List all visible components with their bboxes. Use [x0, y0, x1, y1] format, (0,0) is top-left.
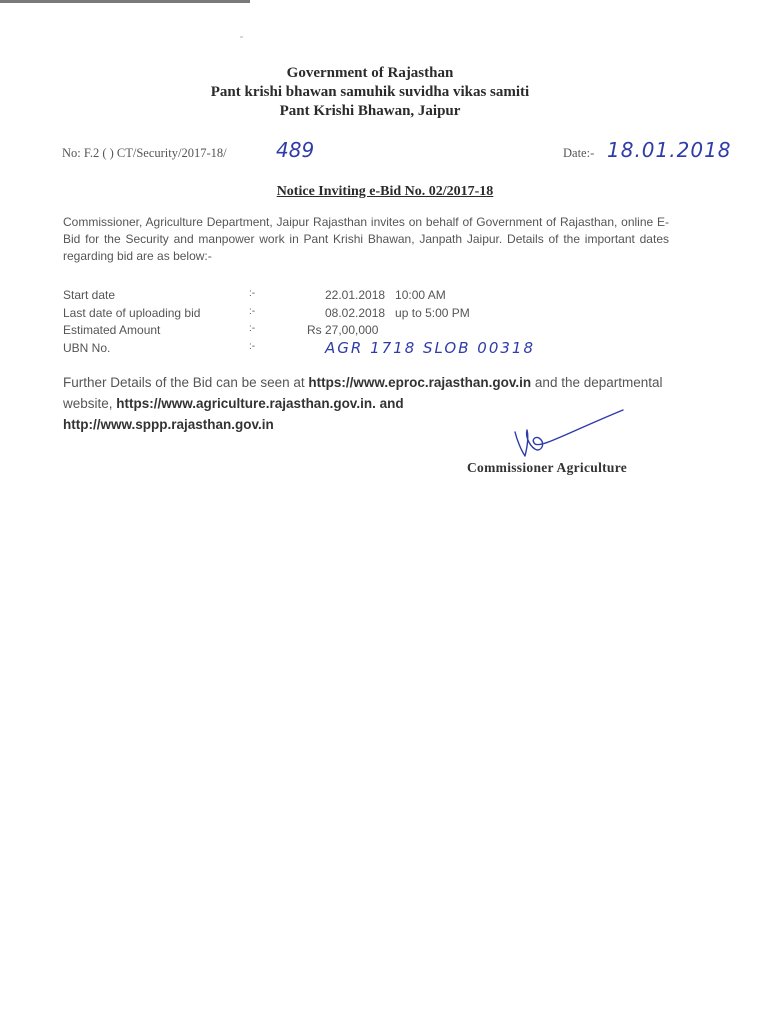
- handwritten-signature: [505, 404, 635, 464]
- detail-separator: :-: [249, 288, 256, 299]
- detail-row-ubn: [63, 338, 563, 359]
- eproc-link[interactable]: https://www.eproc.rajasthan.gov.in: [308, 375, 532, 390]
- detail-label: UBN No.: [63, 340, 111, 355]
- header-government: Government of Rajasthan: [286, 65, 454, 81]
- reference-number: 489: [276, 138, 315, 162]
- further-text: and: [375, 396, 404, 411]
- detail-value: 22.01.2018 10:00 AM: [325, 288, 446, 302]
- bid-details: [63, 288, 563, 358]
- notice-title: Notice Inviting e-Bid No. 02/2017-18: [276, 184, 494, 199]
- reference-row: [62, 138, 732, 166]
- detail-value: 08.02.2018 up to 5:00 PM: [325, 305, 470, 320]
- further-text: Further Details of the Bid can be seen at: [63, 375, 309, 390]
- signatory-title: Commissioner Agriculture: [467, 460, 628, 475]
- reference-label: No: F.2 ( ) CT/Security/2017-18/: [62, 146, 227, 160]
- intro-paragraph: Commissioner, Agriculture Department, Jaipur Rajasthan invites on behalf of Government of Rajasthan, online E-Bid for the Security and manpower work in Pant Krishi Bhawan, Janpath Jaipur. Details of the important dates regarding bid are as below:-: [63, 215, 669, 263]
- date-label: Date:-: [563, 146, 595, 160]
- header-samiti: Pant krishi bhawan samuhik suvidha vikas samiti: [210, 84, 530, 100]
- detail-row-last-date: [63, 306, 563, 324]
- agriculture-website-link[interactable]: https://www.agriculture.rajasthan.gov.in.: [116, 396, 376, 411]
- scan-speck: [240, 36, 243, 38]
- detail-separator: :-: [249, 323, 256, 334]
- detail-row-start-date: [63, 288, 563, 306]
- header-location: Pant Krishi Bhawan, Jaipur: [279, 103, 461, 119]
- ubn-number: AGR 1718 SLOB 00318: [325, 338, 536, 357]
- detail-separator: :-: [249, 305, 256, 317]
- sppp-link[interactable]: http://www.sppp.rajasthan.gov.in: [63, 417, 274, 432]
- scan-top-rule: [0, 0, 250, 3]
- detail-label: Last date of uploading bid: [63, 305, 201, 320]
- detail-label: Start date: [63, 288, 116, 302]
- detail-label: Estimated Amount: [63, 323, 161, 337]
- detail-value: Rs 27,00,000: [307, 323, 379, 337]
- date-value: 18.01.2018: [607, 138, 732, 162]
- detail-separator: :-: [249, 340, 256, 352]
- further-text: and the departmental website,: [63, 375, 663, 411]
